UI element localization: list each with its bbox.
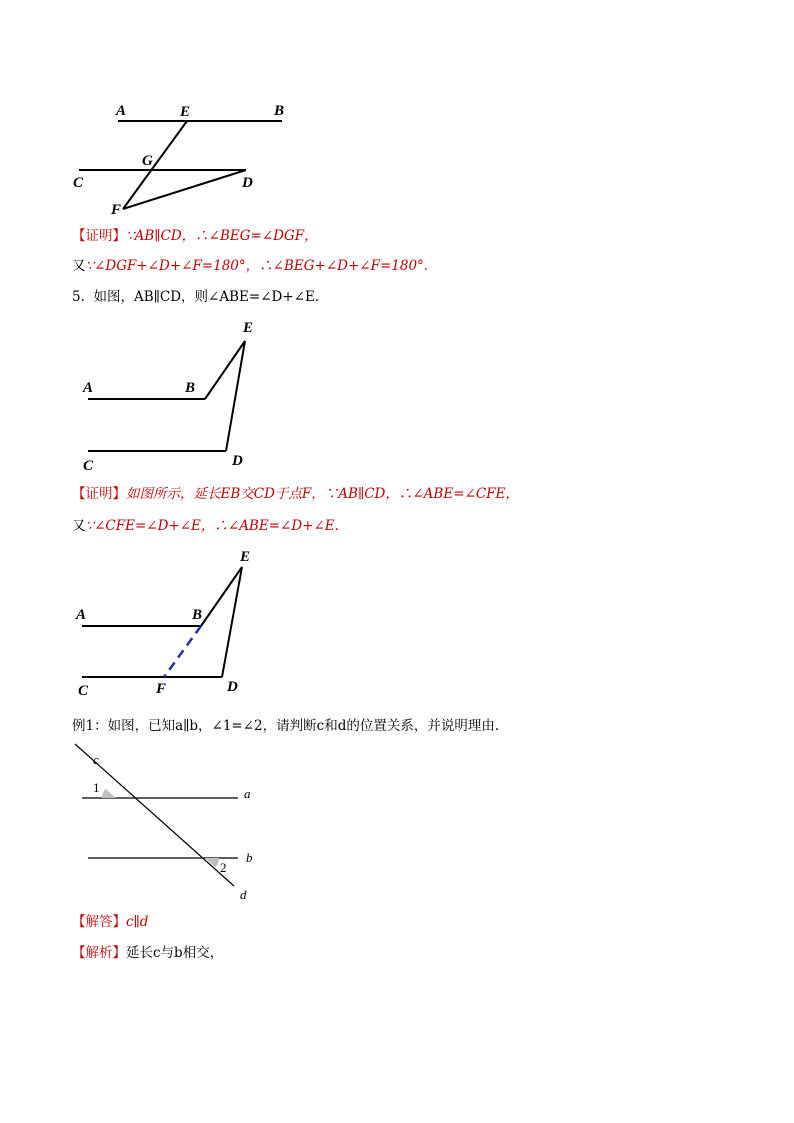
proof-2-line-1	[72, 484, 519, 504]
proof-prefix: 又	[72, 258, 86, 274]
proof-tag: 【证明】	[72, 486, 126, 502]
label-A: A	[116, 103, 127, 119]
problem-5	[72, 287, 319, 307]
figure-4	[70, 738, 270, 908]
analysis-text: 延长c与b相交，	[126, 945, 224, 961]
example-text: 例1：如图，已知a∥b，∠1=∠2，请判断c和d的位置关系，并说明理由.	[72, 718, 500, 734]
problem-text: 如图，AB∥CD，则∠ABE=∠D+∠E.	[93, 289, 320, 305]
label-E: E	[243, 320, 254, 336]
proof-2-line-2	[72, 516, 339, 536]
label-D: D	[227, 679, 238, 695]
label-D: D	[242, 175, 253, 191]
label-2: 2	[220, 860, 227, 875]
analysis	[72, 943, 223, 963]
analysis-tag: 【解析】	[72, 945, 126, 961]
answer-text: c∥d	[126, 914, 149, 930]
label-C: C	[78, 683, 89, 699]
proof-text: ∵∠CFE=∠D+∠E，∴∠ABE=∠D+∠E.	[85, 518, 339, 534]
proof-1-line-1	[72, 226, 318, 246]
label-C: C	[73, 175, 84, 191]
label-F: F	[156, 681, 167, 697]
label-G: G	[142, 153, 153, 169]
label-b: b	[246, 850, 253, 865]
label-B: B	[274, 103, 285, 119]
figure-1	[60, 95, 320, 220]
label-B: B	[192, 607, 203, 623]
answer	[72, 912, 148, 932]
problem-number: 5.	[72, 289, 85, 305]
figure-3	[70, 545, 270, 705]
label-D: D	[232, 453, 243, 469]
label-a: a	[244, 786, 251, 801]
label-B: B	[185, 380, 196, 396]
label-c: c	[93, 752, 99, 767]
label-1: 1	[93, 780, 100, 795]
label-E: E	[240, 549, 251, 565]
label-A: A	[76, 607, 87, 623]
label-E: E	[180, 104, 191, 120]
label-d: d	[240, 887, 247, 902]
proof-text: ∵AB∥CD，∴∠BEG=∠DGF，	[126, 228, 318, 244]
proof-prefix: 又	[72, 518, 86, 534]
proof-text: 如图所示，延长EB交CD于点F，∵AB∥CD，∴∠ABE=∠CFE，	[126, 486, 519, 502]
proof-1-line-2	[72, 256, 428, 276]
label-F: F	[111, 202, 122, 218]
answer-tag: 【解答】	[72, 914, 126, 930]
figure-2	[75, 315, 275, 475]
example-1	[72, 716, 499, 736]
label-C: C	[83, 458, 94, 474]
proof-text: ∵∠DGF+∠D+∠F=180°，∴∠BEG+∠D+∠F=180°.	[85, 258, 429, 274]
proof-tag: 【证明】	[72, 228, 126, 244]
label-A: A	[83, 380, 94, 396]
